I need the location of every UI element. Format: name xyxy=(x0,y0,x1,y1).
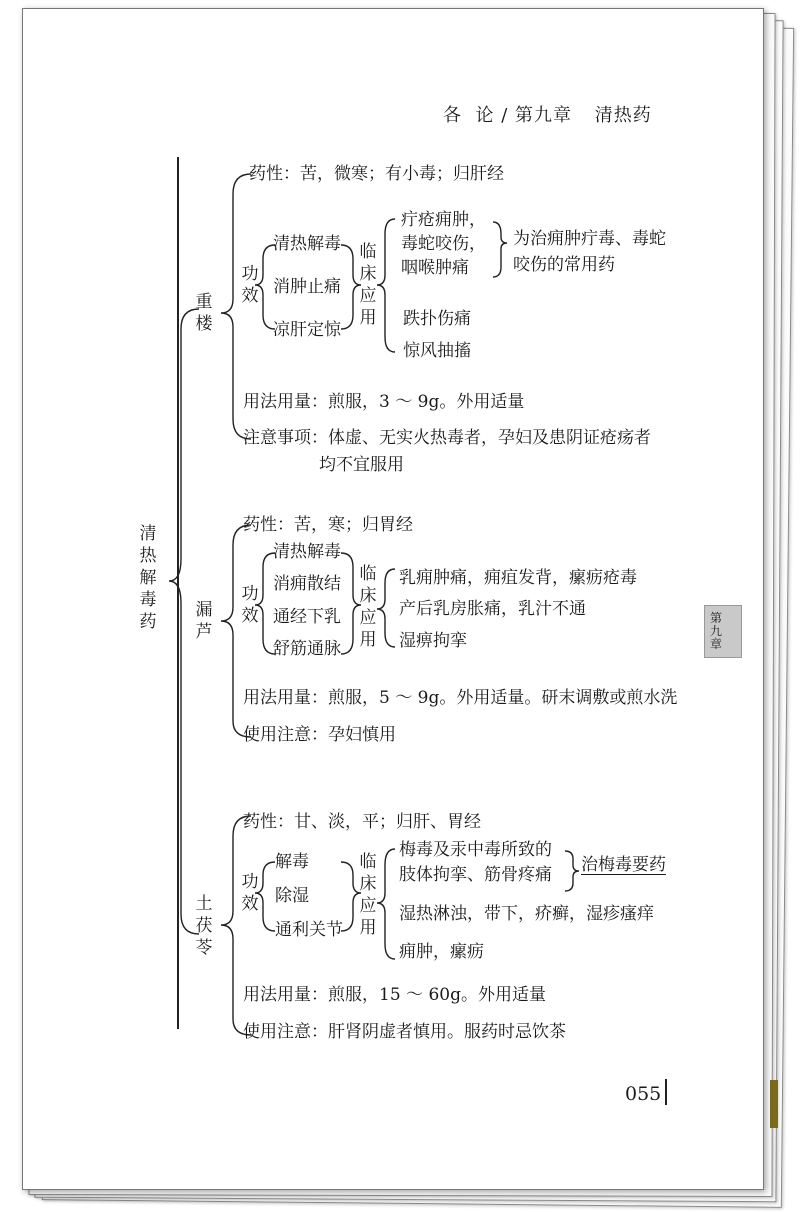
page-number: 055 xyxy=(625,1083,662,1105)
book-page xyxy=(22,8,764,1190)
effect-item: 消痈散结 xyxy=(273,574,341,594)
effect-item: 通利关节 xyxy=(275,920,343,940)
header-section: 各 论 xyxy=(443,105,495,126)
effect-item: 清热解毒 xyxy=(273,542,341,562)
effects-label: 功效 xyxy=(241,872,259,914)
header-topic: 清热药 xyxy=(594,105,652,126)
clinical-label: 临床应用 xyxy=(359,564,377,650)
chapter-side-tab: 第九章 xyxy=(704,605,742,658)
application-summary-line: 为治痈肿疔毒、毒蛇 xyxy=(513,229,666,249)
herb-nature: 药性：苦，寒；归胃经 xyxy=(243,515,413,535)
herb2-effects-closing-brace xyxy=(341,553,361,654)
herb-nature: 药性：甘、淡，平；归肝、胃经 xyxy=(243,812,481,832)
herb1-effects-closing-brace xyxy=(341,245,361,329)
application-line: 疔疮痈肿， xyxy=(401,210,486,230)
application-summary-line: 治梅毒要药 xyxy=(581,855,666,875)
herb1-summary-brace xyxy=(493,222,507,277)
herb1-app-brace xyxy=(377,219,395,352)
usage-text: 用法用量：煎服，15 ～ 60g。外用适量 xyxy=(243,985,546,1005)
effect-item: 清热解毒 xyxy=(273,234,341,254)
caution-text-continued: 均不宜服用 xyxy=(319,455,404,475)
herb-name: 土茯苓 xyxy=(195,894,213,958)
caution-text: 使用注意：孕妇慎用 xyxy=(243,725,396,745)
effect-item: 解毒 xyxy=(275,852,309,872)
effect-item: 消肿止痛 xyxy=(273,277,341,297)
application-line: 跌扑伤痛 xyxy=(403,309,471,329)
herb3-summary-brace xyxy=(565,851,579,891)
header-chapter: 第九章 xyxy=(515,105,572,126)
effect-item: 除湿 xyxy=(275,886,309,906)
application-line: 产后乳房胀痛，乳汁不通 xyxy=(399,599,586,619)
herb3-effects-closing-brace xyxy=(341,862,361,931)
application-line: 咽喉肿痛 xyxy=(401,258,469,278)
herb2-app-brace xyxy=(377,569,395,647)
effects-label: 功效 xyxy=(241,264,259,306)
application-line: 湿热淋浊，带下，疥癣，湿疹瘙痒 xyxy=(399,904,654,924)
header-separator: / xyxy=(501,105,509,126)
root-label: 清热解毒药 xyxy=(139,524,157,632)
application-line: 梅毒及汞中毒所致的 xyxy=(399,840,552,860)
application-line: 肢体拘挛、筋骨疼痛 xyxy=(399,865,552,885)
application-line: 乳痈肿痛，痈疽发背，瘰疬疮毒 xyxy=(399,568,637,588)
effects-label: 功效 xyxy=(241,584,259,626)
herb3-app-brace xyxy=(377,849,395,959)
application-line: 惊风抽搐 xyxy=(403,341,471,361)
usage-text: 用法用量：煎服，5 ～ 9g。外用适量。研末调敷或煎水洗 xyxy=(243,688,678,708)
effect-item: 凉肝定惊 xyxy=(273,320,341,340)
herb-name: 漏芦 xyxy=(195,600,213,642)
page-number-rule xyxy=(665,1079,667,1105)
clinical-label: 临床应用 xyxy=(359,242,377,328)
usage-text: 用法用量：煎服，3 ～ 9g。外用适量 xyxy=(243,392,525,412)
clinical-label: 临床应用 xyxy=(359,852,377,938)
application-summary-line: 咬伤的常用药 xyxy=(513,255,615,275)
herb-name: 重楼 xyxy=(195,292,213,334)
application-line: 毒蛇咬伤， xyxy=(401,234,486,254)
application-line: 痈肿，瘰疬 xyxy=(399,942,484,962)
effect-item: 舒筋通脉 xyxy=(273,639,341,659)
caution-text: 注意事项：体虚、无实火热毒者，孕妇及患阴证疮疡者 xyxy=(243,428,651,448)
herb-nature: 药性：苦，微寒；有小毒；归肝经 xyxy=(249,164,504,184)
caution-text: 使用注意：肝肾阴虚者慎用。服药时忌饮茶 xyxy=(243,1022,566,1042)
application-line: 湿痹拘挛 xyxy=(399,631,467,651)
effect-item: 通经下乳 xyxy=(273,607,341,627)
page-edge-accent xyxy=(770,1080,778,1128)
brace-lines xyxy=(23,9,763,1189)
